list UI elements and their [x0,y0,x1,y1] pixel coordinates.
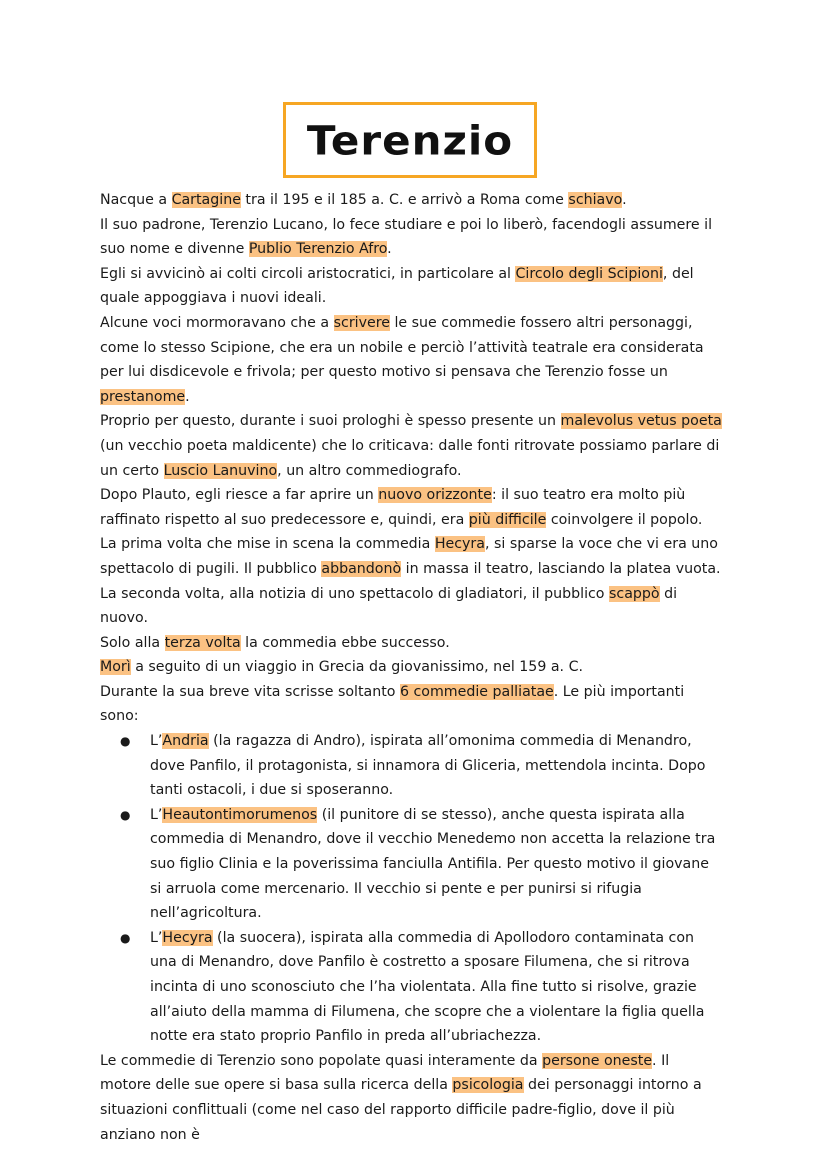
highlight: Hecyra [162,929,213,946]
highlight: scrivere [333,314,390,331]
text: Egli si avvicinò ai colti circoli aristocratici, in particolare al [100,265,516,282]
text: Alcune voci mormoravano che a [100,314,334,331]
highlight: Publio Terenzio Afro [248,241,388,258]
text: Dopo Plauto, egli riesce a far aprire un [100,487,379,504]
paragraph-circles [100,262,724,311]
highlight: Cartagine [171,192,241,208]
text: . Le più importanti sono: [100,683,685,725]
text: . [387,241,392,258]
text: (il punitore di se stesso), anche questa ispirata alla commedia di Menandro, dove il vecchio Menedemo non accetta la relazione tra suo figlio Clinia e la poverissima fanciulla Antifila. Per questo motivo il giovane si arruola come mercenario. Il vecchio si pente e per punirsi si rifugia nell’agricoltura. [150,806,716,922]
text: Solo alla [100,634,165,651]
text: (un vecchio poeta maldicente) che lo criticava: dalle fonti ritrovate possiamo parlare di un certo [100,437,720,479]
text: le sue commedie fossero altri personaggi, come lo stesso Scipione, che era un nobile e perciò l’attività teatrale era considerata per lui disdicevole e frivola; per questo motivo si pensava che Terenzio fosse un [100,314,704,381]
text: tra il 195 e il 185 a. C. e arrivò a Roma come [240,192,569,208]
highlight: terza volta [164,634,241,651]
paragraph-death [100,655,724,680]
paragraph-second-time [100,582,724,631]
title-box [283,102,537,178]
highlight: schiavo [568,192,623,208]
document-body [100,188,724,1147]
page-title: Terenzio [306,116,514,164]
highlight: Morì [100,659,131,676]
text: , del quale appoggiava i nuovi ideali. [100,265,694,307]
text: Le commedie di Terenzio sono popolate quasi interamente da [100,1052,543,1069]
text: , si sparse la voce che vi era uno spettacolo di pugili. Il pubblico [100,536,718,577]
text: La prima volta che mise in scena la commedia [100,536,435,553]
text: La seconda volta, alla notizia di uno spettacolo di gladiatori, il pubblico [100,585,609,602]
list-item [120,803,724,926]
paragraph-rumors [100,311,724,409]
text: (la ragazza di Andro), ispirata all’omonima commedia di Menandro, dove Panfilo, il protagonista, si innamora di Gliceria, mettendola incinta. Dopo tanti ostacoli, i due si sposeranno. [150,733,706,799]
highlight: scappò [609,585,660,602]
text: a seguito di un viaggio in Grecia da giovanissimo, nel 159 a. C. [130,659,583,676]
paragraph-plauto [100,483,724,532]
highlight: Andria [162,733,209,750]
highlight: Circolo degli Scipioni [515,265,663,282]
paragraph-freedom [100,213,724,262]
highlight: malevolus vetus poeta [560,413,722,430]
highlight: Hecyra [434,536,485,553]
highlight: persone oneste [542,1052,653,1069]
comedies-list [100,729,724,1049]
text: L’ [150,806,163,823]
text: dei personaggi intorno a situazioni conflittuali (come nel caso del rapporto difficile padre-figlio, dove il più anziano non è [100,1077,702,1143]
highlight: abbandonò [321,560,402,577]
text: di nuovo. [100,585,678,627]
paragraph-third-time [100,631,724,656]
text: in massa il teatro, lasciando la platea vuota. [401,560,721,577]
highlight: più difficile [468,511,547,528]
highlight: nuovo orizzonte [378,487,492,504]
paragraph-characters [100,1049,724,1147]
bullet-icon: ● [120,930,131,945]
text: : il suo teatro era molto più raffinato rispetto al suo predecessore e, quindi, era [100,487,686,528]
highlight: prestanome [100,388,186,405]
text: Durante la sua breve vita scrisse soltanto [100,683,400,700]
text: la commedia ebbe successo. [240,634,450,651]
text: . [185,388,190,405]
paragraph-birth [100,188,724,213]
text: L’ [150,929,163,946]
text: . Il motore delle sue opere si basa sulla ricerca della [100,1052,670,1094]
text: L’ [150,733,163,750]
text: (la suocera), ispirata alla commedia di Apollodoro contaminata con una di Menandro, dove Panfilo è costretto a sposare Filumena, che si ritrova incinta di uno sconosciuto che l’ha violentata. Alla fine tutto si risolve, grazie all’aiuto della mamma di Filumena, che scopre che a violentare la figlia quella notte era stato proprio Panfilo in preda all’ubriachezza. [150,929,705,1045]
text: . [622,192,627,208]
highlight: 6 commedie palliatae [399,683,554,700]
bullet-icon: ● [120,734,131,749]
highlight: Heautontimorumenos [162,806,318,823]
paragraph-works [100,680,724,729]
list-item [120,729,724,803]
list-item [120,926,724,1049]
text: coinvolgere il popolo. [546,511,703,528]
text: Nacque a [100,192,172,208]
paragraph-prologues [100,409,724,483]
highlight: Luscio Lanuvino [163,462,278,479]
text: Il suo padrone, Terenzio Lucano, lo fece studiare e poi lo liberò, facendogli assumere il suo nome e divenne [100,216,713,258]
paragraph-first-time [100,532,724,581]
text: , un altro commediografo. [277,462,462,479]
text: Proprio per questo, durante i suoi prologhi è spesso presente un [100,413,561,430]
highlight: psicologia [452,1077,524,1094]
bullet-icon: ● [120,807,131,822]
